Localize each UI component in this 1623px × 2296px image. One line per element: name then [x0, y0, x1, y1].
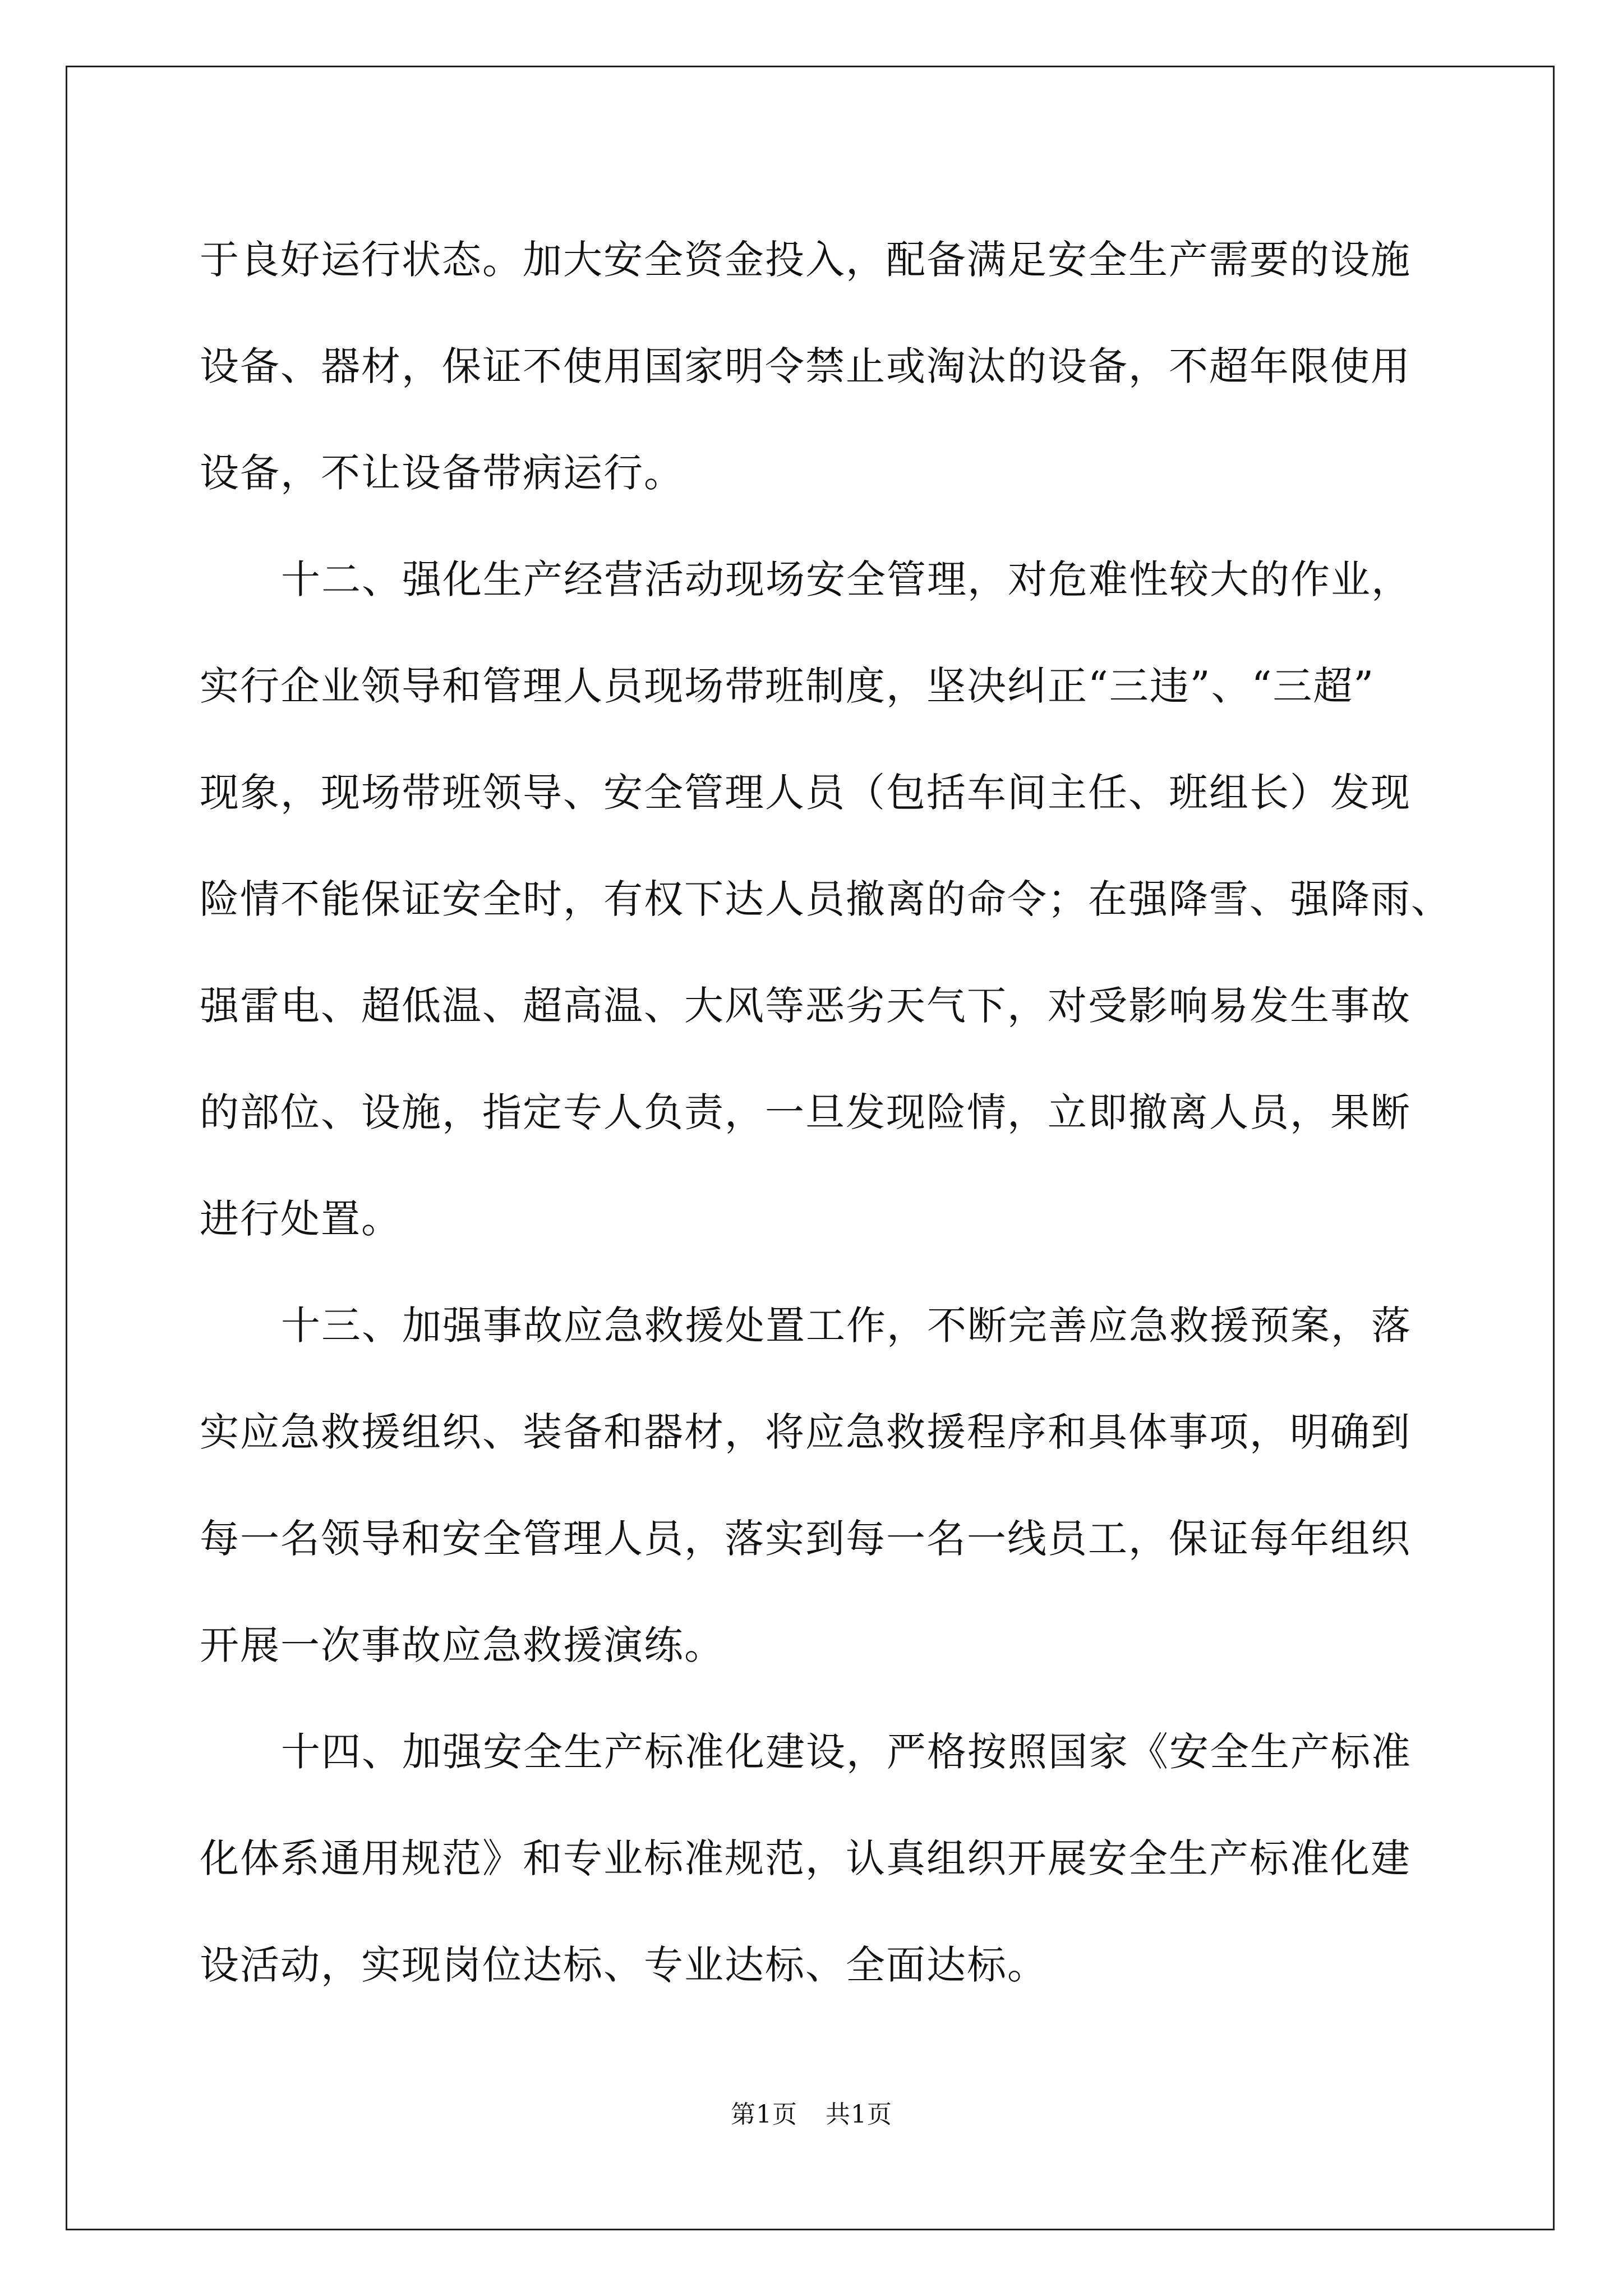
- text-line: 强雷电、超低温、超高温、大风等恶劣天气下，对受影响易发生事故: [200, 983, 1411, 1029]
- text-line: 的部位、设施，指定专人负责，一旦发现险情，立即撤离人员，果断: [200, 1089, 1411, 1135]
- document-body: [200, 206, 1451, 2018]
- text-line: 实应急救援组织、装备和器材，将应急救援程序和具体事项，明确到: [200, 1409, 1411, 1455]
- paragraph-p-12: [200, 526, 1451, 1272]
- text-line: 于良好运行状态。加大安全资金投入，配备满足安全生产需要的设施: [200, 237, 1411, 283]
- text-line: 设活动，实现岗位达标、专业达标、全面达标。: [200, 1942, 1048, 1988]
- text-line: 十四、加强安全生产标准化建设，严格按照国家《安全生产标准: [281, 1729, 1412, 1775]
- text-line: 险情不能保证安全时，有权下达人员撤离的命令；在强降雪、强降雨、: [200, 876, 1451, 922]
- text-line: 开展一次事故应急救援演练。: [200, 1622, 725, 1668]
- paragraph-p-11-cont: [200, 206, 1439, 526]
- text-line: 十二、强化生产经营活动现场安全管理，对危难性较大的作业，: [281, 556, 1412, 602]
- text-line: 十三、加强事故应急救援处置工作，不断完善应急救援预案，落: [281, 1303, 1412, 1349]
- text-line: 化体系通用规范》和专业标准规范，认真组织开展安全生产标准化建: [200, 1835, 1411, 1881]
- paragraph-p-13: [200, 1272, 1439, 1699]
- text-line: 设备，不让设备带病运行。: [200, 450, 684, 496]
- text-line: 实行企业领导和管理人员现场带班制度，坚决纠正“三违”、“三超”: [200, 663, 1375, 709]
- page-footer: [0, 2094, 1623, 2130]
- page-number-total: 共1页: [826, 2100, 892, 2129]
- paragraph-p-14: [200, 1699, 1439, 2018]
- text-line: 现象，现场带班领导、安全管理人员（包括车间主任、班组长）发现: [200, 770, 1411, 816]
- page-number-current: 第1页: [731, 2100, 797, 2129]
- text-line: 进行处置。: [200, 1196, 402, 1242]
- text-line: 设备、器材，保证不使用国家明令禁止或淘汰的设备，不超年限使用: [200, 343, 1411, 389]
- text-line: 每一名领导和安全管理人员，落实到每一名一线员工，保证每年组织: [200, 1516, 1411, 1562]
